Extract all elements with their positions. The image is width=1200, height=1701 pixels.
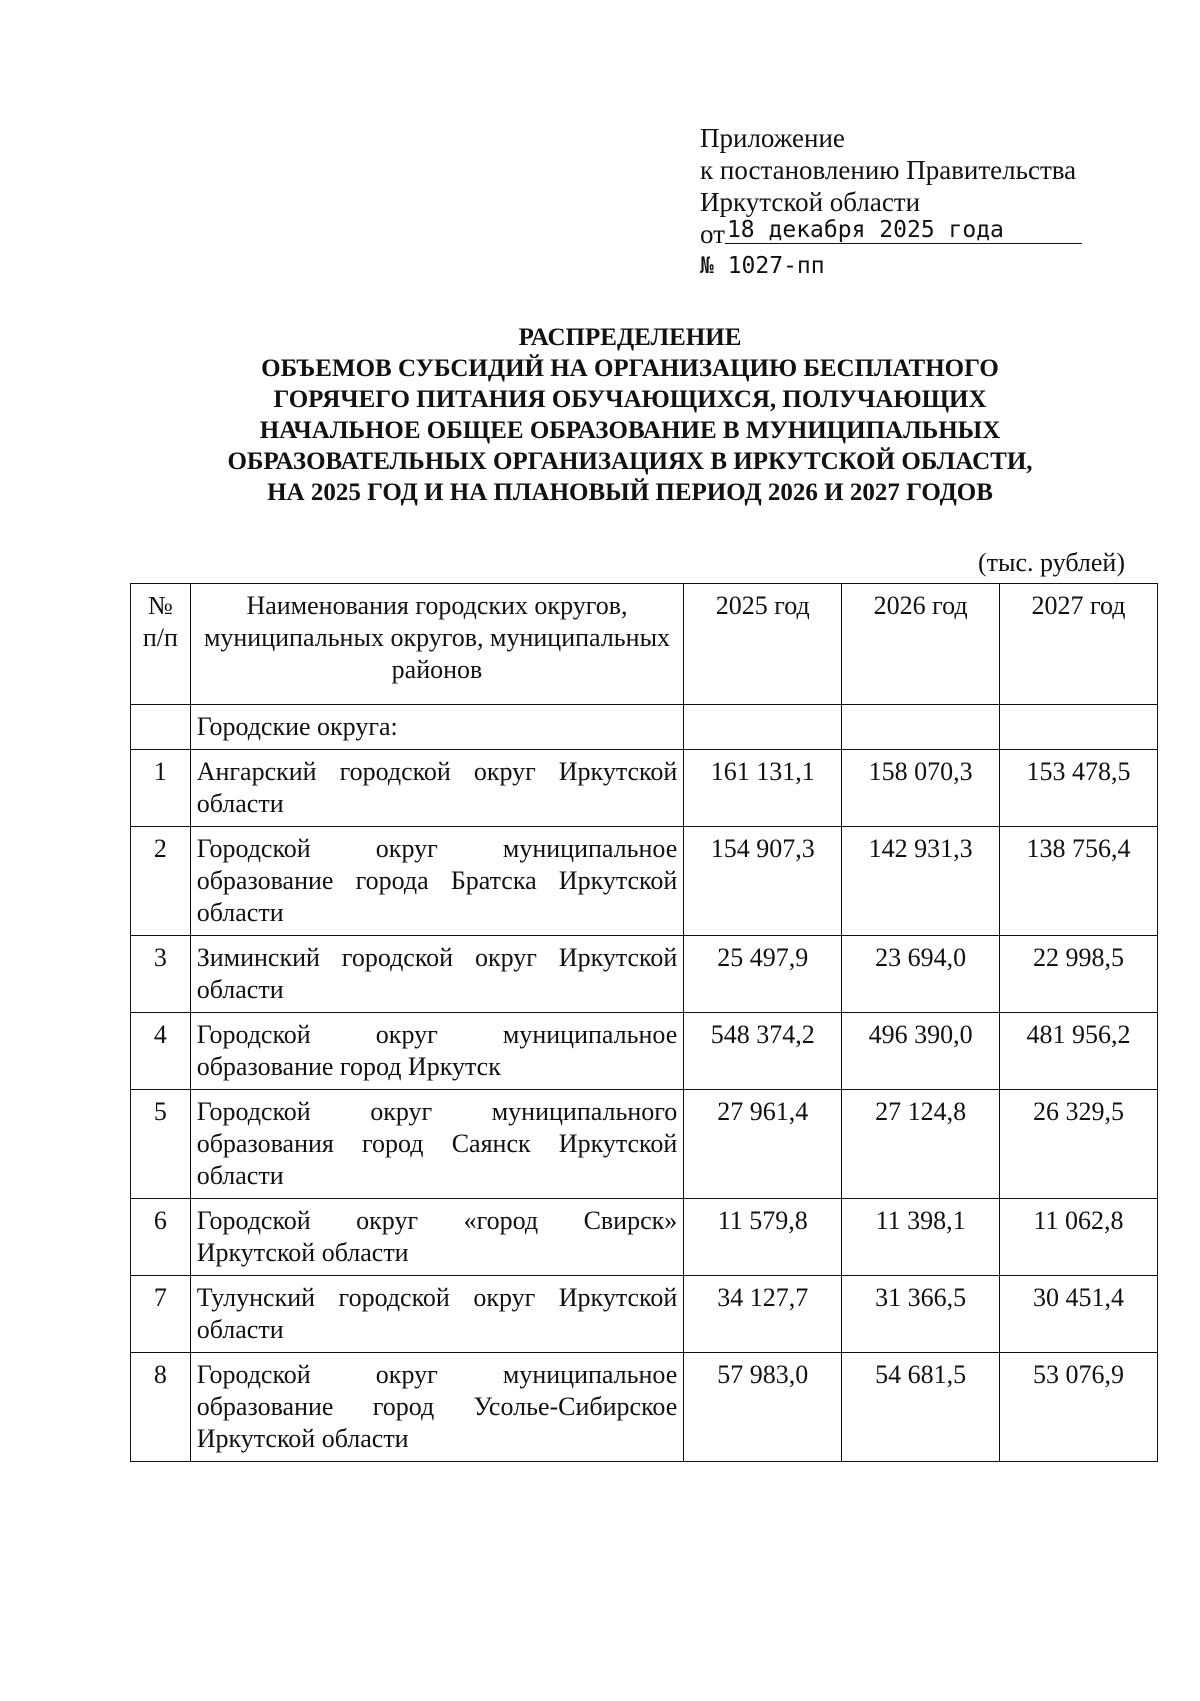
header-2027: 2027 год — [1000, 584, 1158, 705]
distribution-table — [130, 583, 1158, 1462]
section-label: Городские округа: — [190, 705, 684, 750]
title-line: НАЧАЛЬНОЕ ОБЩЕЕ ОБРАЗОВАНИЕ В МУНИЦИПАЛЬНЫХ — [259, 417, 1001, 444]
row-number: 1 — [131, 750, 191, 827]
date-prefix: от — [700, 219, 725, 249]
resolution-date: 18 декабря 2025 года — [725, 217, 1082, 244]
row-number: 3 — [131, 936, 191, 1013]
appendix-region: Иркутской области — [700, 187, 921, 217]
row-name: Городской округ муниципального образования город Саянск Иркутской области — [190, 1090, 684, 1199]
value-2027: 11 062,8 — [1000, 1199, 1158, 1276]
value-2027: 138 756,4 — [1000, 827, 1158, 936]
value-2025: 548 374,2 — [684, 1013, 842, 1090]
row-name: Ангарский городской округ Иркутской области — [190, 750, 684, 827]
document-title — [130, 322, 1130, 508]
row-number: 5 — [131, 1090, 191, 1199]
value-2026: 142 931,3 — [842, 827, 1000, 936]
row-number: 6 — [131, 1199, 191, 1276]
value-2025: 25 497,9 — [684, 936, 842, 1013]
value-2026: 31 366,5 — [842, 1276, 1000, 1353]
units-note: (тыс. рублей) — [977, 548, 1125, 577]
row-name: Городской округ муниципальное образование города Братска Иркутской области — [190, 827, 684, 936]
value-2026: 496 390,0 — [842, 1013, 1000, 1090]
value-2026: 23 694,0 — [842, 936, 1000, 1013]
header-name: Наименования городских округов, муниципальных округов, муниципальных районов — [190, 584, 684, 705]
value-2027: 53 076,9 — [1000, 1353, 1158, 1462]
table-header-row — [131, 584, 1158, 705]
value-2027: 30 451,4 — [1000, 1276, 1158, 1353]
table-row — [131, 750, 1158, 827]
row-name: Городской округ муниципальное образование город Иркутск — [190, 1013, 684, 1090]
title-line: РАСПРЕДЕЛЕНИЕ — [518, 324, 742, 351]
value-2025: 154 907,3 — [684, 827, 842, 936]
table-row — [131, 1276, 1158, 1353]
appendix-resolution: к постановлению Правительства — [700, 155, 1077, 185]
table-row — [131, 1199, 1158, 1276]
row-name: Городской округ «город Свирск» Иркутской области — [190, 1199, 684, 1276]
table-body — [131, 705, 1158, 1462]
value-2027: 22 998,5 — [1000, 936, 1158, 1013]
value-2025: 11 579,8 — [684, 1199, 842, 1276]
appendix-label: Приложение — [700, 123, 845, 153]
value-2026: 54 681,5 — [842, 1353, 1000, 1462]
value-2027: 26 329,5 — [1000, 1090, 1158, 1199]
table-row — [131, 1090, 1158, 1199]
table-row — [131, 1353, 1158, 1462]
section-empty-cell — [1000, 705, 1158, 750]
table-row — [131, 1013, 1158, 1090]
appendix-block — [700, 122, 1100, 282]
row-name: Тулунский городской округ Иркутской области — [190, 1276, 684, 1353]
row-number: 4 — [131, 1013, 191, 1090]
appendix-date-line — [700, 218, 1100, 250]
resolution-number: № 1027-пп — [700, 253, 825, 279]
row-name: Городской округ муниципальное образование город Усолье-Сибирское Иркутской области — [190, 1353, 684, 1462]
row-number: 8 — [131, 1353, 191, 1462]
value-2026: 158 070,3 — [842, 750, 1000, 827]
value-2025: 27 961,4 — [684, 1090, 842, 1199]
table-row — [131, 827, 1158, 936]
title-line: ОБРАЗОВАТЕЛЬНЫХ ОРГАНИЗАЦИЯХ В ИРКУТСКОЙ ОБЛАСТИ, — [227, 448, 1033, 475]
row-number: 7 — [131, 1276, 191, 1353]
title-line: НА 2025 ГОД И НА ПЛАНОВЫЙ ПЕРИОД 2026 И 2027 ГОДОВ — [267, 479, 993, 506]
section-row — [131, 705, 1158, 750]
row-name: Зиминский городской округ Иркутской области — [190, 936, 684, 1013]
value-2026: 11 398,1 — [842, 1199, 1000, 1276]
row-number: 2 — [131, 827, 191, 936]
value-2027: 481 956,2 — [1000, 1013, 1158, 1090]
value-2025: 34 127,7 — [684, 1276, 842, 1353]
header-2025: 2025 год — [684, 584, 842, 705]
title-line: ОБЪЕМОВ СУБСИДИЙ НА ОРГАНИЗАЦИЮ БЕСПЛАТНОГО — [261, 355, 999, 382]
header-num: № п/п — [131, 584, 191, 705]
section-empty-cell — [684, 705, 842, 750]
table-row — [131, 936, 1158, 1013]
value-2025: 161 131,1 — [684, 750, 842, 827]
section-empty-cell — [842, 705, 1000, 750]
section-num-cell — [131, 705, 191, 750]
value-2026: 27 124,8 — [842, 1090, 1000, 1199]
value-2027: 153 478,5 — [1000, 750, 1158, 827]
header-2026: 2026 год — [842, 584, 1000, 705]
value-2025: 57 983,0 — [684, 1353, 842, 1462]
title-line: ГОРЯЧЕГО ПИТАНИЯ ОБУЧАЮЩИХСЯ, ПОЛУЧАЮЩИХ — [273, 386, 987, 413]
